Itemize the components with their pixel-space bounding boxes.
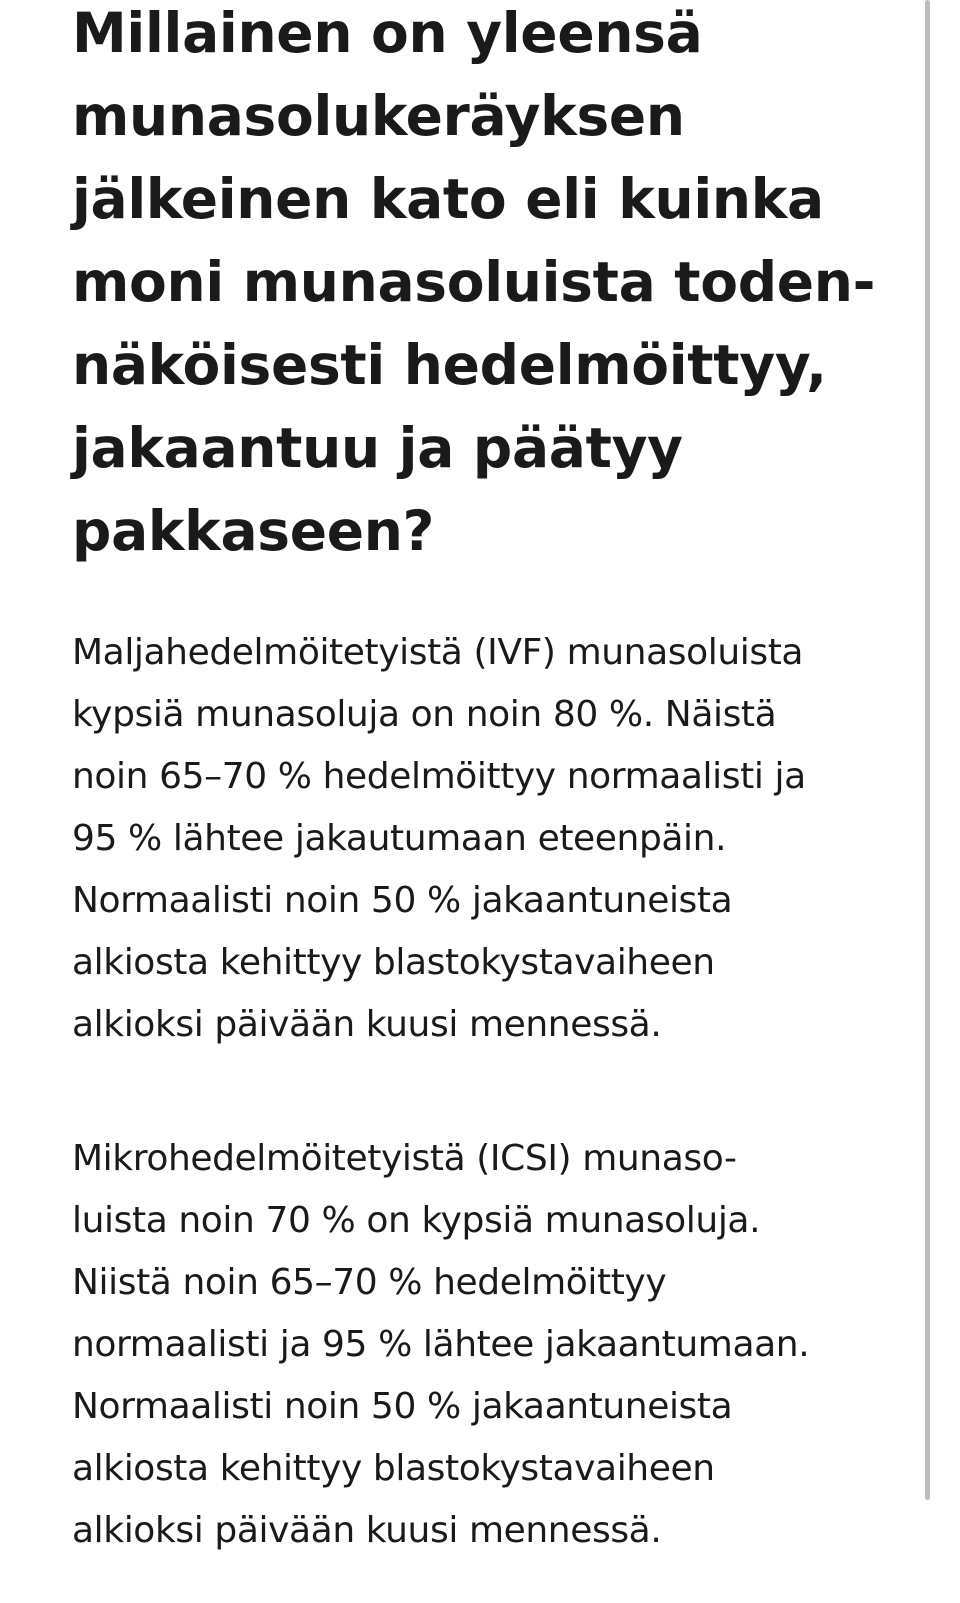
heading-line: pakkaseen? <box>72 499 435 563</box>
paragraph-line: kypsiä munasoluja on noin 80 %. Näistä <box>72 694 777 735</box>
paragraph-icsi <box>72 1128 809 1562</box>
paragraph-line: Normaalisti noin 50 % jakaantuneista <box>72 880 733 921</box>
paragraph-line: Mikrohedelmöitetyistä (ICSI) munaso- <box>72 1138 737 1179</box>
heading-line: moni munasoluista toden- <box>72 250 876 314</box>
paragraph-line: normaalisti ja 95 % lähtee jakaantumaan. <box>72 1324 810 1365</box>
article-heading <box>72 0 876 573</box>
paragraph-line: alkiosta kehittyy blastokystavaiheen <box>72 1448 715 1489</box>
paragraph-line: 95 % lähtee jakautumaan eteenpäin. <box>72 818 727 859</box>
heading-line: näköisesti hedelmöittyy, <box>72 333 827 397</box>
heading-line: jakaantuu ja päätyy <box>72 416 683 480</box>
article <box>72 0 876 1551</box>
heading-line: Millainen on yleensä <box>72 1 703 65</box>
scrollbar[interactable] <box>925 0 930 1500</box>
paragraph-line: alkioksi päivään kuusi mennessä. <box>72 1004 662 1045</box>
paragraph-ivf <box>72 622 806 1056</box>
paragraph-line: noin 65–70 % hedelmöittyy normaalisti ja <box>72 756 806 797</box>
paragraph-line: alkiosta kehittyy blastokystavaiheen <box>72 942 715 983</box>
paragraph-line: alkioksi päivään kuusi mennessä. <box>72 1510 662 1551</box>
heading-line: munasolukeräyksen <box>72 84 685 148</box>
paragraph-line: Niistä noin 65–70 % hedelmöittyy <box>72 1262 667 1303</box>
paragraph-line: Maljahedelmöitetyistä (IVF) munasoluista <box>72 632 804 673</box>
heading-line: jälkeinen kato eli kuinka <box>72 167 824 231</box>
paragraph-line: Normaalisti noin 50 % jakaantuneista <box>72 1386 733 1427</box>
paragraph-line: luista noin 70 % on kypsiä munasoluja. <box>72 1200 761 1241</box>
